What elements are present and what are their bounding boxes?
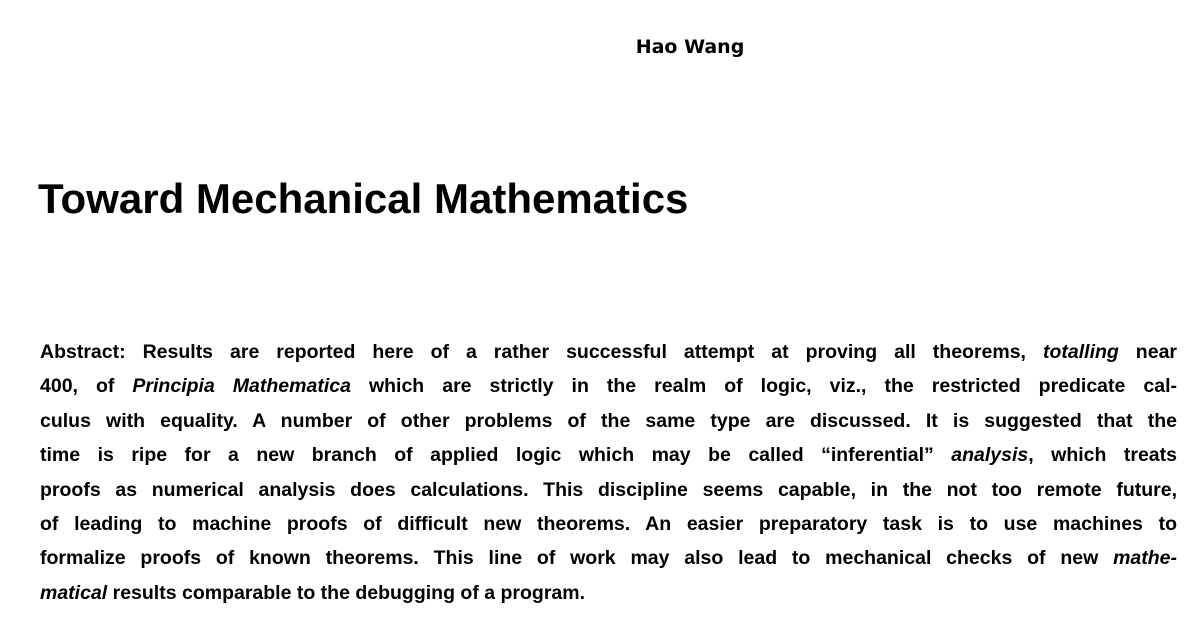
abstract-italic-text: analysis <box>951 444 1029 467</box>
abstract-text: Abstract: Results are reported here of a rather successful attempt at proving all theorems, <box>40 341 1043 363</box>
abstract-text: culus with equality. A number of other problems of the same type are discussed. It is suggested that the <box>40 409 1177 432</box>
abstract-line <box>40 438 1177 472</box>
abstract-italic-text: totalling <box>1042 341 1119 363</box>
abstract-italic-text: matical <box>40 581 108 604</box>
abstract-text: formalize proofs of known theorems. This line of work may also lead to mechanical checks of new <box>40 547 1114 570</box>
abstract-line <box>40 541 1177 575</box>
abstract-italic-text: Principia Mathematica <box>132 375 351 398</box>
abstract-text: , which treats <box>1028 444 1177 467</box>
paper-title: Toward Mechanical Mathematics <box>38 175 689 222</box>
abstract-text: near <box>1118 341 1177 363</box>
abstract-line <box>40 404 1177 438</box>
abstract-italic-text: mathe- <box>1113 547 1177 570</box>
author-name: Hao Wang <box>635 36 745 58</box>
abstract-text: results comparable to the debugging of a program. <box>107 581 586 604</box>
abstract-line <box>40 473 1177 507</box>
abstract-line <box>40 507 1177 541</box>
abstract <box>40 335 1177 610</box>
abstract-text: of leading to machine proofs of difficult new theorems. An easier preparatory task is to use machines to <box>40 512 1177 535</box>
abstract-line <box>40 369 1177 403</box>
abstract-line <box>40 576 1177 610</box>
abstract-line <box>40 335 1177 369</box>
abstract-text: 400, of <box>40 375 133 398</box>
abstract-text: time is ripe for a new branch of applied logic which may be called “inferential” <box>40 444 952 467</box>
abstract-text: proofs as numerical analysis does calculations. This discipline seems capable, in the not too remote future, <box>40 478 1177 501</box>
abstract-text: which are strictly in the realm of logic, viz., the restricted predicate cal- <box>350 375 1177 398</box>
